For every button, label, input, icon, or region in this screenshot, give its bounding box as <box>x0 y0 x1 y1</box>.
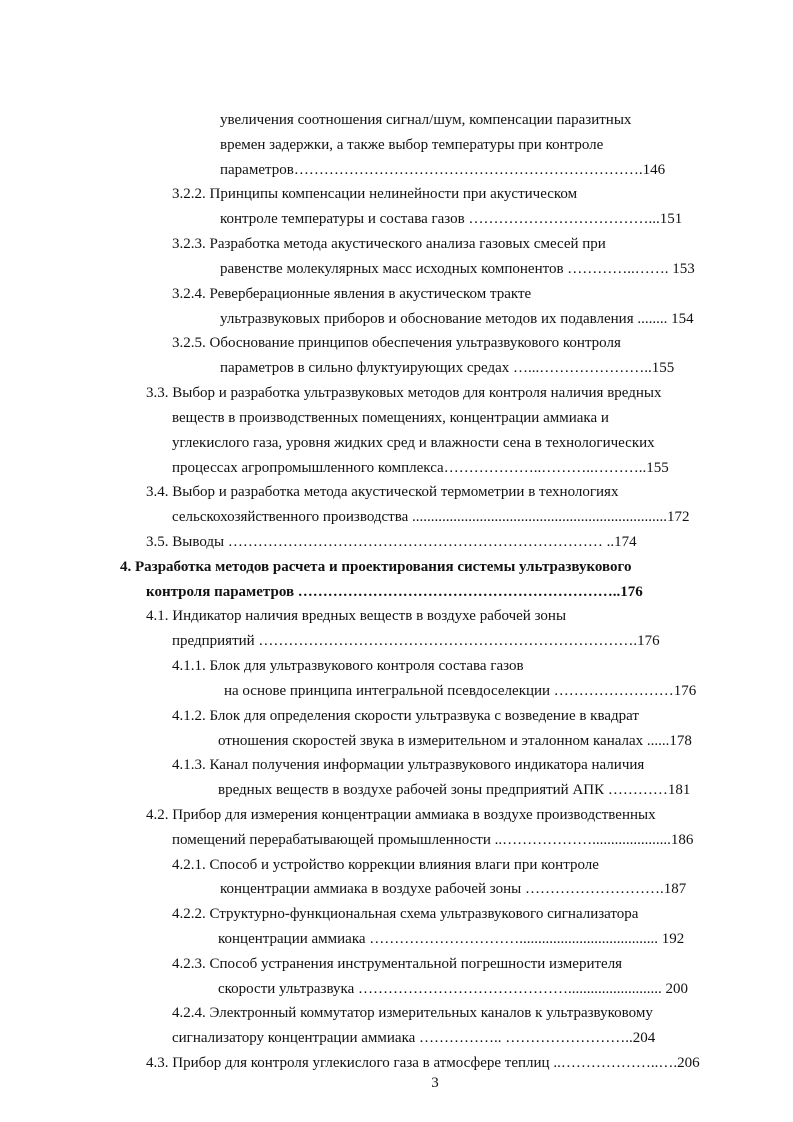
toc-line: параметров…………………………………………………………….146 <box>220 162 666 178</box>
toc-line: сигнализатору концентрации аммиака …………….. ……………………..204 <box>172 1030 656 1046</box>
page-number: 3 <box>431 1075 439 1091</box>
toc-line: сельскохозяйственного производства ....................................................................172 <box>172 509 690 525</box>
toc-chapter-heading: контроля параметров ………………………………………………………..176 <box>146 584 643 600</box>
toc-line: 3.5. Выводы ………………………………………………………………… ..174 <box>146 534 637 550</box>
toc-line: параметров в сильно флуктуирующих средах …...…………………..155 <box>220 360 675 376</box>
toc-line: 4.2.2. Структурно-функциональная схема ультразвукового сигнализатора <box>172 906 639 922</box>
toc-line: 3.3. Выбор и разработка ультразвуковых методов для контроля наличия вредных <box>146 385 662 401</box>
toc-line: углекислого газа, уровня жидких сред и влажности сена в технологических <box>172 435 655 451</box>
toc-line: процессах агропромышленного комплекса………………..………..………..155 <box>172 460 669 476</box>
toc-line: контроле температуры и состава газов ………………………………...151 <box>220 211 683 227</box>
toc-line: ультразвуковых приборов и обоснование методов их подавления ........ 154 <box>220 311 694 327</box>
toc-line: концентрации аммиака в воздухе рабочей зоны ……………………….187 <box>220 881 687 897</box>
toc-line: 4.2.3. Способ устранения инструментальной погрешности измерителя <box>172 956 623 972</box>
toc-line: 4.1. Индикатор наличия вредных веществ в воздухе рабочей зоны <box>146 608 567 624</box>
toc-line: 4.2.1. Способ и устройство коррекции влияния влаги при контроле <box>172 857 599 873</box>
toc-line: 4.1.2. Блок для определения скорости ультразвука с возведение в квадрат <box>172 708 639 724</box>
toc-line: отношения скоростей звука в измерительном и эталонном каналах ......178 <box>218 733 692 749</box>
toc-line: концентрации аммиака …………………………..................................... 192 <box>218 931 685 947</box>
toc-line: 4.2. Прибор для измерения концентрации аммиака в воздухе производственных <box>146 807 656 823</box>
toc-line: 3.2.5. Обоснование принципов обеспечения ультразвукового контроля <box>172 335 621 351</box>
toc-line: времен задержки, а также выбор температуры при контроле <box>220 137 604 153</box>
toc-line: скорости ультразвука ……………………………………......................... 200 <box>218 981 689 997</box>
toc-line: 4.1.3. Канал получения информации ультразвукового индикатора наличия <box>172 757 645 773</box>
toc-line: 4.3. Прибор для контроля углекислого газа в атмосфере теплиц ..………………..….206 <box>146 1055 700 1071</box>
toc-chapter-heading: 4. Разработка методов расчета и проектирования системы ультразвукового <box>120 559 632 575</box>
toc-line: вредных веществ в воздухе рабочей зоны предприятий АПК …………181 <box>218 782 691 798</box>
toc-line: помещений перерабатывающей промышленности ..……………….....................186 <box>172 832 694 848</box>
toc-line: 3.4. Выбор и разработка метода акустической термометрии в технологиях <box>146 484 619 500</box>
toc-line: 4.1.1. Блок для ультразвукового контроля состава газов <box>172 658 524 674</box>
toc-line: на основе принципа интегральной псевдоселекции ……………………176 <box>224 683 697 699</box>
toc-line: 4.2.4. Электронный коммутатор измерительных каналов к ультразвуковому <box>172 1005 653 1021</box>
toc-line: предприятий ………………………………………………………………….176 <box>172 633 660 649</box>
toc-line: равенстве молекулярных масс исходных компонентов …………..……. 153 <box>220 261 695 277</box>
toc-line: увеличения соотношения сигнал/шум, компенсации паразитных <box>220 112 632 128</box>
toc-line: 3.2.2. Принципы компенсации нелинейности при акустическом <box>172 186 578 202</box>
toc-line: 3.2.4. Реверберационные явления в акустическом тракте <box>172 286 532 302</box>
toc-line: веществ в производственных помещениях, концентрации аммиака и <box>172 410 609 426</box>
toc-line: 3.2.3. Разработка метода акустического анализа газовых смесей при <box>172 236 606 252</box>
